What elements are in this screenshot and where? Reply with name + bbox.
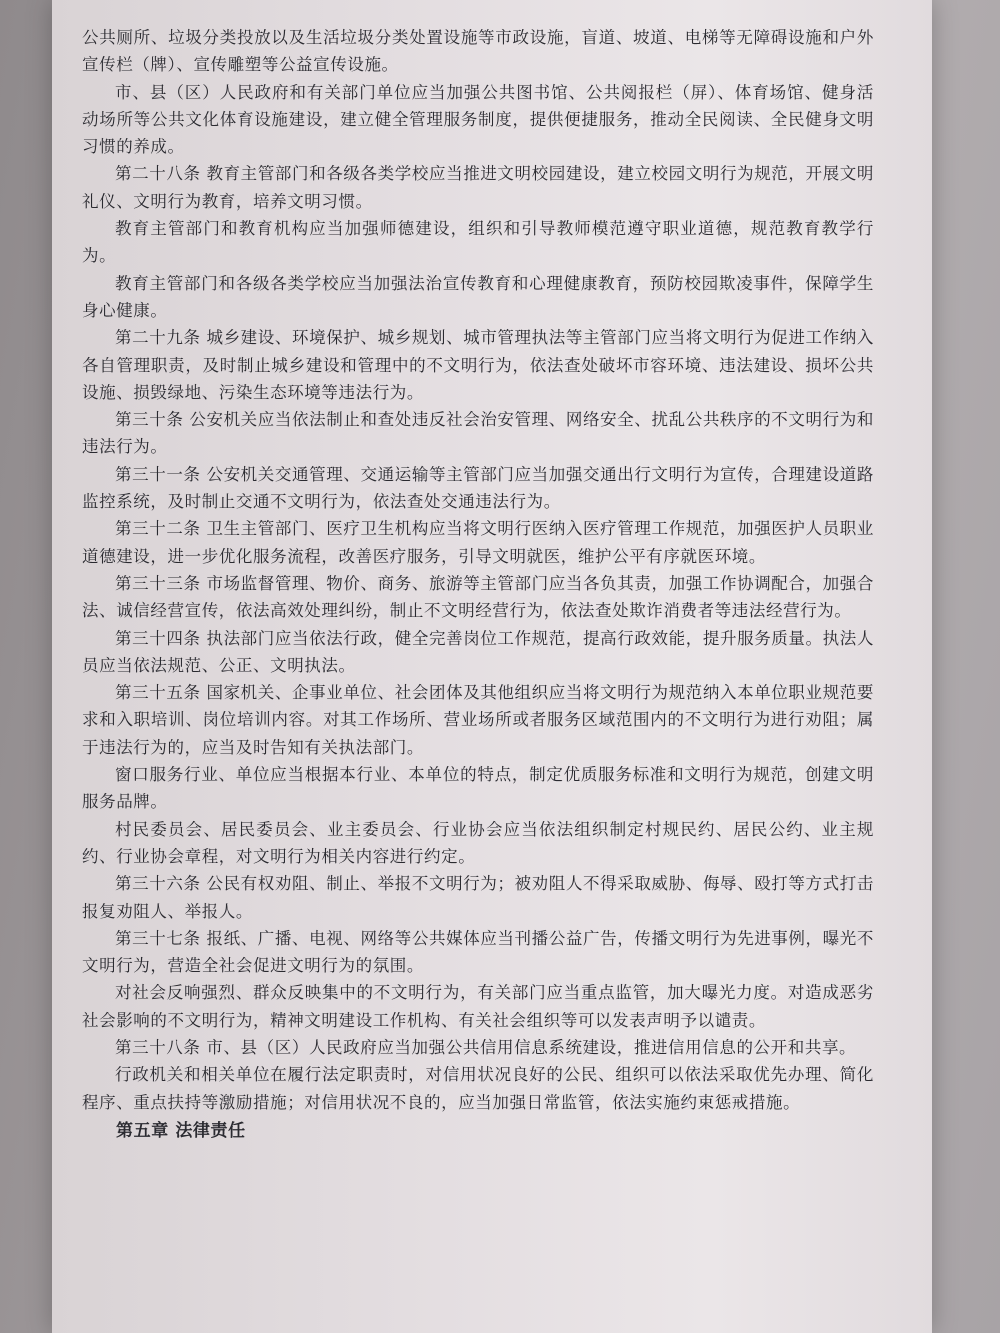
article-33: 第三十三条 市场监督管理、物价、商务、旅游等主管部门应当各负其责，加强工作协调配合，加强合法、诚信经营宣传，依法高效处理纠纷，制止不文明经营行为，依法查处欺诈消费者等违法经营行为。	[82, 573, 874, 621]
paragraph-public-facilities: 公共厕所、垃圾分类投放以及生活垃圾分类处置设施等市政设施，盲道、坡道、电梯等无障碍设施和户外宣传栏（牌）、宣传雕塑等公益宣传设施。	[82, 28, 874, 75]
article-35: 第三十五条 国家机关、企事业单位、社会团体及其他组织应当将文明行为规范纳入本单位职业规范要求和入职培训、岗位培训内容。对其工作场所、营业场所或者服务区域范围内的不文明行为进行劝阻；属于违法行为的，应当及时告知有关执法部门。	[82, 683, 874, 757]
article-37: 第三十七条 报纸、广播、电视、网络等公共媒体应当刊播公益广告，传播文明行为先进事例，曝光不文明行为，营造全社会促进文明行为的氛围。	[82, 928, 874, 976]
document-page	[52, 0, 932, 1333]
article-36: 第三十六条 公民有权劝阻、制止、举报不文明行为；被劝阻人不得采取威胁、侮辱、殴打等方式打击报复劝阻人、举报人。	[82, 874, 874, 921]
paragraph-teacher-ethics: 教育主管部门和教育机构应当加强师德建设，组织和引导教师模范遵守职业道德，规范教育教学行为。	[82, 219, 874, 266]
document-body	[82, 24, 874, 1145]
article-31: 第三十一条 公安机关交通管理、交通运输等主管部门应当加强交通出行文明行为宣传，合理建设道路监控系统，及时制止交通不文明行为，依法查处交通违法行为。	[82, 464, 874, 512]
paragraph-credit-incentives: 行政机关和相关单位在履行法定职责时，对信用状况良好的公民、组织可以依法采取优先办理、简化程序、重点扶持等激励措施；对信用状况不良的，应当加强日常监管，依法实施约束惩戒措施。	[82, 1065, 874, 1112]
article-29: 第二十九条 城乡建设、环境保护、城乡规划、城市管理执法等主管部门应当将文明行为促进工作纳入各自管理职责，及时制止城乡建设和管理中的不文明行为，依法查处破坏市容环境、违法建设、损坏公共设施、损毁绿地、污染生态环境等违法行为。	[82, 328, 874, 402]
paragraph-public-exposure: 对社会反响强烈、群众反映集中的不文明行为，有关部门应当重点监管，加大曝光力度。对造成恶劣社会影响的不文明行为，精神文明建设工作机构、有关社会组织等可以发表声明予以谴责。	[82, 983, 874, 1030]
article-30: 第三十条 公安机关应当依法制止和查处违反社会治安管理、网络安全、扰乱公共秩序的不文明行为和违法行为。	[82, 410, 874, 457]
article-38: 第三十八条 市、县（区）人民政府应当加强公共信用信息系统建设，推进信用信息的公开和共享。	[115, 1037, 857, 1057]
article-32: 第三十二条 卫生主管部门、医疗卫生机构应当将文明行医纳入医疗管理工作规范，加强医护人员职业道德建设，进一步优化服务流程，改善医疗服务，引导文明就医，维护公平有序就医环境。	[82, 519, 874, 566]
article-34: 第三十四条 执法部门应当依法行政，健全完善岗位工作规范，提高行政效能，提升服务质量。执法人员应当依法规范、公正、文明执法。	[82, 628, 874, 675]
paragraph-school-bullying: 教育主管部门和各级各类学校应当加强法治宣传教育和心理健康教育，预防校园欺凌事件，保障学生身心健康。	[82, 273, 874, 320]
paragraph-village-rules: 村民委员会、居民委员会、业主委员会、行业协会应当依法组织制定村规民约、居民公约、业主规约、行业协会章程，对文明行为相关内容进行约定。	[82, 819, 874, 866]
chapter-heading: 第五章 法律责任	[116, 1120, 246, 1141]
paragraph-culture-sports-facilities: 市、县（区）人民政府和有关部门单位应当加强公共图书馆、公共阅报栏（屏）、体育场馆、健身活动场所等公共文化体育设施建设，建立健全管理服务制度，提供便捷服务，推动全民阅读、全民健身文明习惯的养成。	[82, 82, 874, 157]
article-28: 第二十八条 教育主管部门和各级各类学校应当推进文明校园建设，建立校园文明行为规范，开展文明礼仪、文明行为教育，培养文明习惯。	[82, 164, 874, 211]
paragraph-service-standards: 窗口服务行业、单位应当根据本行业、本单位的特点，制定优质服务标准和文明行为规范，创建文明服务品牌。	[82, 765, 874, 812]
